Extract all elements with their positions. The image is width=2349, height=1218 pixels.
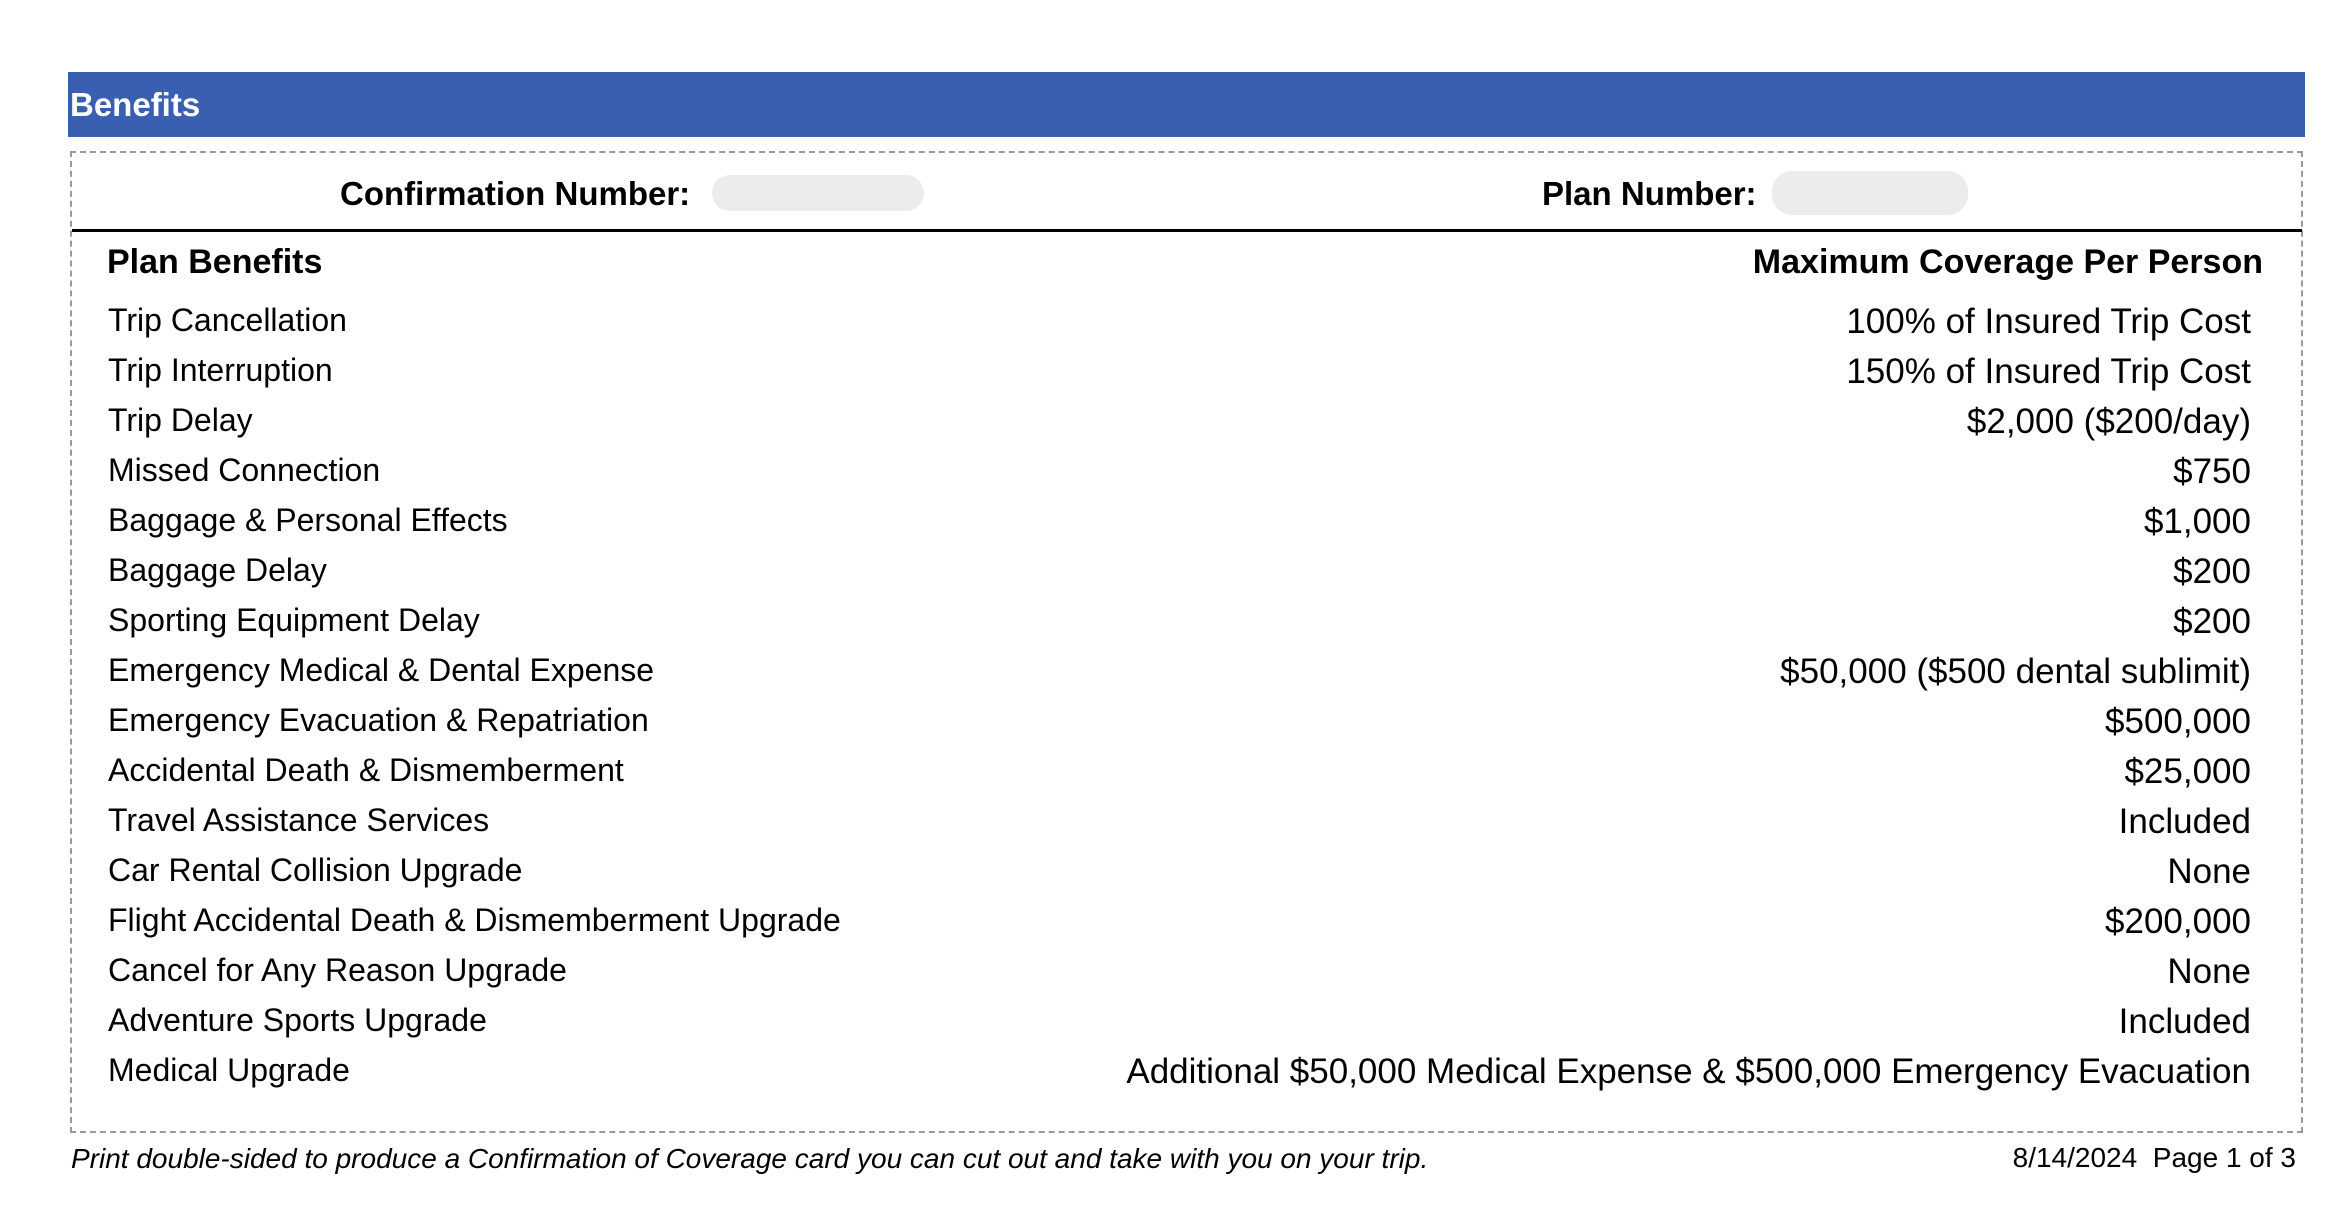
benefit-name: Cancel for Any Reason Upgrade	[108, 952, 567, 988]
table-row	[72, 345, 2301, 395]
benefit-name: Baggage & Personal Effects	[108, 502, 508, 538]
print-date: 8/14/2024	[2012, 1142, 2138, 1173]
coverage-value: $1,000	[2143, 502, 2251, 541]
benefit-name: Accidental Death & Dismemberment	[108, 752, 624, 788]
coverage-value: $500,000	[2105, 702, 2251, 741]
benefit-name: Emergency Medical & Dental Expense	[108, 652, 655, 688]
table-row	[72, 295, 2301, 345]
coverage-value: $2,000 ($200/day)	[1966, 402, 2251, 441]
table-row	[72, 545, 2301, 595]
table-row	[72, 745, 2301, 795]
confirmation-number-label: Confirmation Number:	[340, 175, 691, 212]
benefit-name: Car Rental Collision Upgrade	[108, 852, 523, 888]
coverage-value: Additional $50,000 Medical Expense & $500,000 Emergency Evacuation	[1126, 1052, 2251, 1091]
benefit-name: Sporting Equipment Delay	[108, 602, 480, 638]
benefit-name: Travel Assistance Services	[108, 802, 490, 838]
coverage-value: 100% of Insured Trip Cost	[1846, 302, 2251, 341]
page-number: Page 1 of 3	[2152, 1142, 2296, 1173]
benefit-name: Flight Accidental Death & Dismemberment Upgrade	[108, 902, 841, 938]
table-row	[72, 845, 2301, 895]
section-header	[68, 72, 2305, 137]
table-row	[72, 645, 2301, 695]
coverage-value: $200	[2173, 602, 2251, 641]
table-row	[72, 695, 2301, 745]
benefit-name: Trip Cancellation	[108, 302, 347, 338]
coverage-value: None	[2167, 852, 2251, 891]
coverage-value: Included	[2118, 802, 2251, 841]
table-row	[72, 895, 2301, 945]
header-divider	[72, 229, 2302, 232]
coverage-value: $25,000	[2124, 752, 2251, 791]
coverage-value: None	[2167, 952, 2251, 991]
benefit-name: Trip Delay	[108, 402, 253, 438]
col-header-coverage: Maximum Coverage Per Person	[1752, 243, 2263, 281]
table-row	[72, 395, 2301, 445]
coverage-value: $50,000 ($500 dental sublimit)	[1780, 652, 2251, 691]
coverage-value: 150% of Insured Trip Cost	[1846, 352, 2251, 391]
benefit-name: Baggage Delay	[108, 552, 327, 588]
table-row	[72, 495, 2301, 545]
table-row	[72, 795, 2301, 845]
benefit-name: Emergency Evacuation & Repatriation	[108, 702, 649, 738]
coverage-value: $200	[2173, 552, 2251, 591]
benefit-name: Trip Interruption	[108, 352, 333, 388]
benefit-name: Missed Connection	[108, 452, 381, 488]
benefits-box	[70, 151, 2303, 1133]
col-header-benefits: Plan Benefits	[107, 243, 323, 281]
coverage-value: $750	[2173, 452, 2251, 491]
table-row	[72, 1045, 2301, 1095]
section-title: Benefits	[70, 86, 201, 123]
table-row	[72, 445, 2301, 495]
plan-number-redacted	[1772, 171, 1968, 215]
coverage-value: Included	[2118, 1002, 2251, 1041]
table-row	[72, 595, 2301, 645]
table-row	[72, 995, 2301, 1045]
page-footer	[2013, 1142, 2296, 1174]
print-instructions: Print double-sided to produce a Confirmation of Coverage card you can cut out and take with you on your trip.	[71, 1143, 1429, 1174]
benefits-list	[72, 295, 2301, 1095]
table-row	[72, 945, 2301, 995]
benefit-name: Medical Upgrade	[108, 1052, 350, 1088]
confirmation-number-redacted	[712, 175, 924, 211]
identifier-row	[72, 153, 2301, 231]
benefit-name: Adventure Sports Upgrade	[108, 1002, 487, 1038]
coverage-value: $200,000	[2105, 902, 2251, 941]
plan-number-label: Plan Number:	[1542, 175, 1757, 212]
